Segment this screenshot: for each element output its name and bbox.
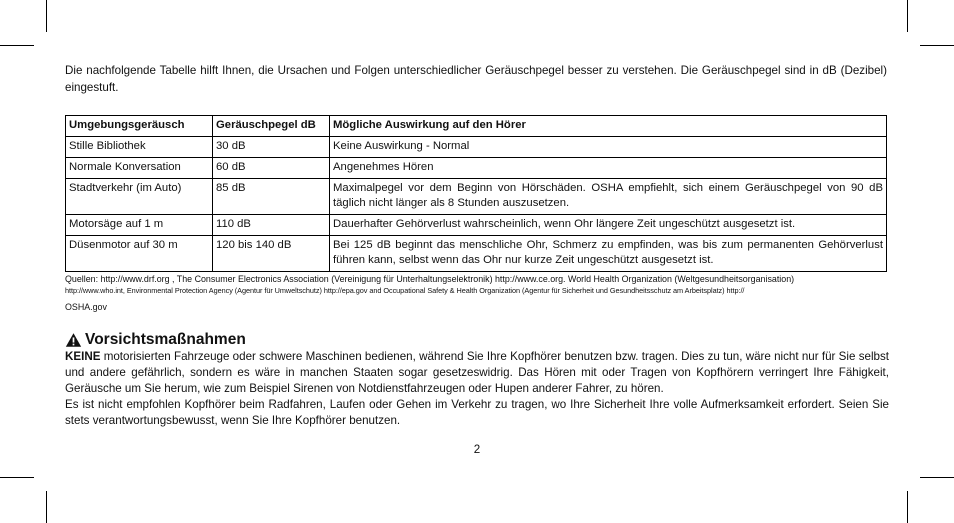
table-row [66, 179, 887, 215]
warning-paragraph [65, 349, 889, 397]
table-cell: Stadtverkehr (im Auto) [66, 179, 213, 215]
paragraph-text: motorisierten Fahrzeuge oder schwere Maschinen bedienen, während Sie Ihre Kopfhörer benutzen bzw. tragen. Dies zu tun, wäre nicht nur für Sie selbst und andere gefährlich, sondern es wäre in manchen Staaten sogar gesetzeswidrig. Das Hören mit oder Tragen von Kopfhörern verringert Ihre Fähigkeit, Geräusche um Sie herum, wie zum Beispiel Sirenen von Notdienstfahrzeugen oder Hupen anderer Fahrer, zu hören. [65, 350, 889, 395]
table-cell: 120 bis 140 dB [213, 236, 330, 272]
table-cell: Dauerhafter Gehörverlust wahrscheinlich, wenn Ohr längere Zeit ungeschützt ausgesetzt ist. [330, 215, 887, 236]
table-cell: Normale Konversation [66, 158, 213, 179]
sources-line: http://www.who.int, Environmental Protection Agency (Agentur für Umweltschutz) http://epa.gov and Occupational Safety & Health Organization (Agentur für Sicherheit und Gesundheitsschutz am Arbeitsplatz) http:// [65, 286, 745, 295]
table-cell: Düsenmotor auf 30 m [66, 236, 213, 272]
table-row [66, 215, 887, 236]
warning-paragraph: Es ist nicht empfohlen Kopfhörer beim Radfahren, Laufen oder Gehen im Verkehr zu tragen, wo Ihre Sicherheit Ihre volle Aufmerksamkeit erfordert. Seien Sie stets verantwortungsbewusst, wenn Sie Ihre Kopfhörer benutzen. [65, 398, 889, 427]
crop-mark [920, 477, 954, 478]
table-cell: Stille Bibliothek [66, 137, 213, 158]
table-cell: Keine Auswirkung - Normal [330, 137, 887, 158]
table-cell: Maximalpegel vor dem Beginn von Hörschäden. OSHA empfiehlt, sich einem Geräuschpegel von 90 dB täglich nicht länger als 8 Stunden auszusetzen. [330, 179, 887, 215]
column-header: Geräuschpegel dB [213, 116, 330, 137]
noise-level-table [65, 115, 887, 272]
column-header: Mögliche Auswirkung auf den Hörer [330, 116, 887, 137]
crop-mark [0, 477, 34, 478]
sources-line: OSHA.gov [65, 302, 107, 312]
crop-mark [46, 491, 47, 523]
warning-body [65, 349, 889, 429]
table-cell: 85 dB [213, 179, 330, 215]
sources-line: Quellen: http://www.drf.org , The Consumer Electronics Association (Vereinigung für Unterhaltungselektronik) http://www.ce.org. World Health Organization (Weltgesundheitsorganisation) [65, 274, 795, 284]
emphasis-text: KEINE [65, 350, 101, 363]
crop-mark [920, 45, 954, 46]
section-heading-text: Vorsichtsmaßnahmen [85, 331, 246, 348]
sources-note [65, 273, 889, 313]
table-cell: Angenehmes Hören [330, 158, 887, 179]
table-cell: 30 dB [213, 137, 330, 158]
crop-mark [46, 0, 47, 32]
crop-mark [907, 0, 908, 32]
table-cell: Bei 125 dB beginnt das menschliche Ohr, Schmerz zu empfinden, was bis zum permanenten Gehörverlust führen kann, selbst wenn das Ohr nur kurze Zeit ungeschützt ausgesetzt ist. [330, 236, 887, 272]
table-row [66, 158, 887, 179]
crop-mark [0, 45, 34, 46]
table-row [66, 236, 887, 272]
crop-mark [907, 491, 908, 523]
table-row [66, 137, 887, 158]
intro-paragraph: Die nachfolgende Tabelle hilft Ihnen, die Ursachen und Folgen unterschiedlicher Geräuschpegel besser zu verstehen. Die Geräuschpegel sind in dB (Dezibel) eingestuft. [65, 64, 887, 94]
page-number: 2 [473, 443, 481, 456]
column-header: Umgebungsgeräusch [66, 116, 213, 137]
table-cell: Motorsäge auf 1 m [66, 215, 213, 236]
table-header-row [66, 116, 887, 137]
table-cell: 110 dB [213, 215, 330, 236]
table-cell: 60 dB [213, 158, 330, 179]
warning-triangle-icon [65, 332, 82, 348]
section-heading [65, 331, 246, 349]
